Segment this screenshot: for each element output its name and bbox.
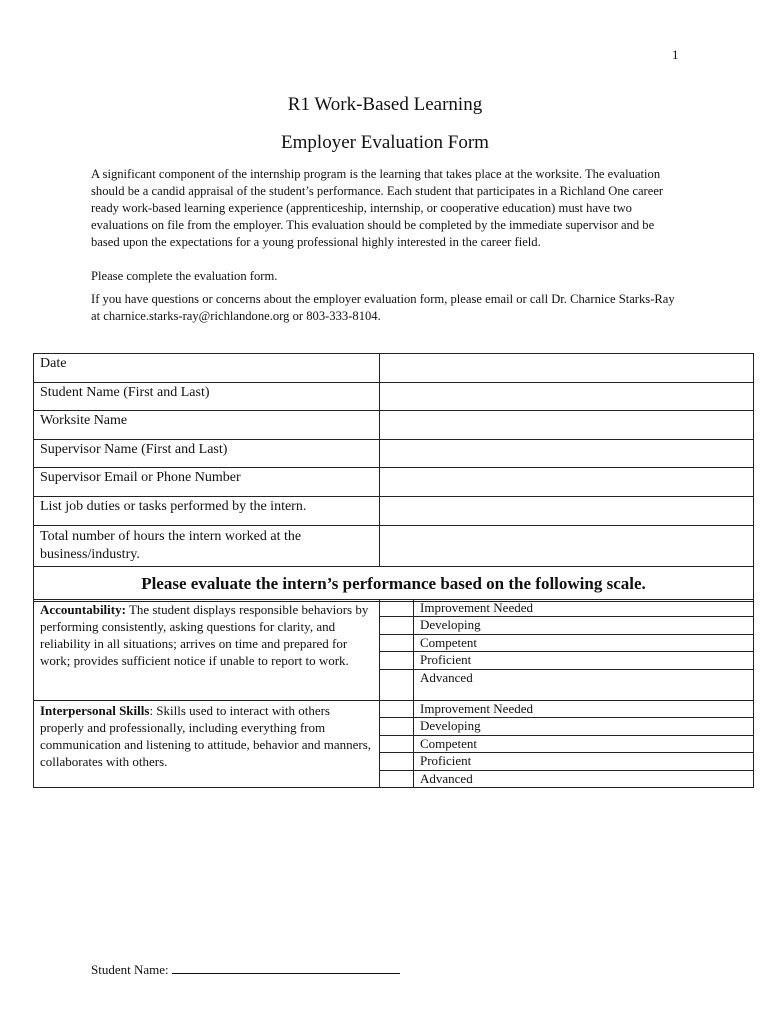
table-row (34, 566, 754, 601)
rating-option: Developing (414, 617, 754, 634)
criterion-description (34, 600, 380, 701)
table-row (34, 496, 754, 525)
criterion-text: : Skills used to interact with others properly and professionally, including everything from communication and listening to attitude, behavior and manners, collaborates with others. (40, 703, 372, 769)
rating-option: Competent (414, 735, 754, 752)
field-input-supervisor-contact[interactable] (380, 468, 754, 497)
rating-option: Advanced (414, 770, 754, 787)
field-label-supervisor-name: Supervisor Name (First and Last) (34, 439, 380, 468)
field-input-date[interactable] (380, 354, 754, 383)
field-label-supervisor-contact: Supervisor Email or Phone Number (34, 468, 380, 497)
rating-option: Proficient (414, 652, 754, 669)
info-table (33, 353, 754, 602)
table-row (34, 468, 754, 497)
rating-option: Competent (414, 634, 754, 651)
table-row (34, 411, 754, 440)
rating-checkbox[interactable] (380, 753, 414, 770)
criterion-description (34, 701, 380, 788)
rating-checkbox[interactable] (380, 669, 414, 700)
criterion-interpersonal-skills (33, 700, 754, 788)
rating-option: Proficient (414, 753, 754, 770)
field-input-job-duties[interactable] (380, 496, 754, 525)
table-row (34, 354, 754, 383)
rating-option: Advanced (414, 669, 754, 700)
rating-option: Improvement Needed (414, 600, 754, 617)
field-input-student-name[interactable] (380, 382, 754, 411)
criterion-text: The student displays responsible behaviors by performing consistently, asking questions for clarity, and reliability in all situations; arrives on time and prepared for work; provides sufficient notice if unable to report to work. (40, 602, 369, 668)
rating-checkbox[interactable] (380, 770, 414, 787)
table-row (34, 382, 754, 411)
field-input-total-hours[interactable] (380, 525, 754, 566)
field-label-date: Date (34, 354, 380, 383)
footer (91, 962, 400, 978)
rating-checkbox[interactable] (380, 617, 414, 634)
field-label-job-duties: List job duties or tasks performed by the intern. (34, 496, 380, 525)
criterion-title: Interpersonal Skills (40, 703, 150, 718)
field-label-worksite-name: Worksite Name (34, 411, 380, 440)
rating-checkbox[interactable] (380, 718, 414, 735)
field-input-supervisor-name[interactable] (380, 439, 754, 468)
contact-text: If you have questions or concerns about the employer evaluation form, please email or call Dr. Charnice Starks-Ray at charnice.starks-ray@richlandone.org or 803-333-8104. (91, 292, 675, 323)
rating-checkbox[interactable] (380, 652, 414, 669)
field-input-worksite-name[interactable] (380, 411, 754, 440)
page-title: R1 Work-Based Learning (287, 94, 483, 115)
field-label-student-name: Student Name (First and Last) (34, 382, 380, 411)
student-name-signature-line[interactable] (172, 962, 400, 974)
intro-section (91, 166, 681, 325)
table-row (34, 525, 754, 566)
field-label-total-hours: Total number of hours the intern worked at the business/industry. (34, 525, 380, 566)
rating-checkbox[interactable] (380, 600, 414, 617)
scale-heading: Please evaluate the intern’s performance based on the following scale. (34, 566, 754, 601)
rating-option: Developing (414, 718, 754, 735)
page-number: 1 (672, 47, 679, 62)
rating-option: Improvement Needed (414, 701, 754, 718)
criterion-accountability (33, 599, 754, 701)
instruction-text: Please complete the evaluation form. (91, 269, 278, 283)
page-subtitle: Employer Evaluation Form (281, 132, 489, 153)
table-row (34, 439, 754, 468)
rating-checkbox[interactable] (380, 701, 414, 718)
rating-checkbox[interactable] (380, 735, 414, 752)
footer-student-name-label: Student Name: (91, 962, 172, 977)
intro-paragraph: A significant component of the internship program is the learning that takes place at the worksite. The evaluation should be a candid appraisal of the student’s performance. Each student that participates in a Richland One career ready work-based learning experience (apprenticeship, internship, or cooperative education) must have two evaluations on file from the employer. This evaluation should be completed by the immediate supervisor and be based upon the expectations for a young professional highly interested in the career field. (91, 167, 664, 249)
rating-checkbox[interactable] (380, 634, 414, 651)
criterion-title: Accountability: (40, 602, 126, 617)
